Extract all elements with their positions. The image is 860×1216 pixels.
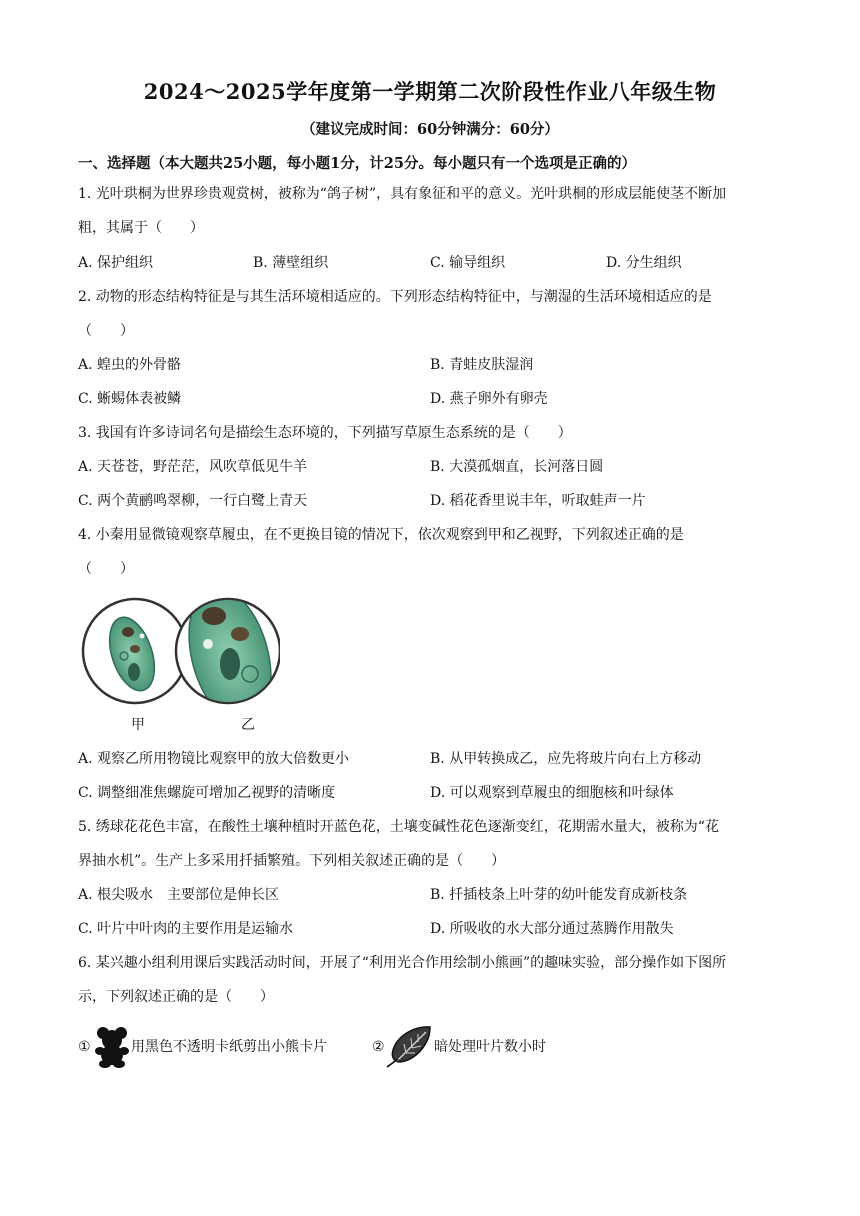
question-3-option-d[interactable]: D. 稻花香里说丰年，听取蛙声一片 — [430, 493, 646, 509]
step-2-marker: ② — [372, 1039, 385, 1055]
question-4-option-b[interactable]: B. 从甲转换成乙，应先将玻片向右上方移动 — [430, 751, 702, 767]
question-3-option-c[interactable]: C. 两个黄鹂鸣翠柳，一行白鹭上青天 — [78, 493, 308, 509]
question-2-option-a[interactable]: A. 蝗虫的外骨骼 — [78, 357, 182, 373]
question-5-option-a[interactable]: A. 根尖吸水 主要部位是伸长区 — [78, 887, 280, 903]
question-5-line-1: 5. 绣球花花色丰富，在酸性土壤种植时开蓝色花，土壤变碱性花色逐渐变红，花期需水量大，被称为“花 — [78, 819, 719, 835]
question-2-option-c[interactable]: C. 蜥蜴体表被鳞 — [78, 391, 182, 407]
page-subtitle: （建议完成时间：60分钟满分：60分） — [301, 121, 559, 138]
question-5-option-d[interactable]: D. 所吸收的水大部分通过蒸腾作用散失 — [430, 921, 674, 937]
question-1-option-d[interactable]: D. 分生组织 — [606, 255, 682, 271]
question-4-option-d[interactable]: D. 可以观察到草履虫的细胞核和叶绿体 — [430, 785, 674, 801]
question-2-line-2: （ ） — [78, 323, 134, 339]
question-6-line-2: 示，下列叙述正确的是（ ） — [78, 989, 274, 1005]
figure-label-jia: 甲 — [131, 717, 145, 733]
question-4-option-c[interactable]: C. 调整细准焦螺旋可增加乙视野的清晰度 — [78, 785, 336, 801]
page-title: 2024～2025学年度第一学期第二次阶段性作业八年级生物 — [143, 79, 717, 104]
question-1-option-a[interactable]: A. 保护组织 — [78, 255, 154, 271]
step-1-text: 用黑色不透明卡纸剪出小熊卡片 — [131, 1039, 327, 1055]
question-4-option-a[interactable]: A. 观察乙所用物镜比观察甲的放大倍数更小 — [78, 751, 350, 767]
question-2-option-d[interactable]: D. 燕子卵外有卵壳 — [430, 391, 548, 407]
question-4-line-1: 4. 小秦用显微镜观察草履虫，在不更换目镜的情况下，依次观察到甲和乙视野，下列叙述正确的是 — [78, 527, 684, 543]
question-3-option-a[interactable]: A. 天苍苍，野茫茫，风吹草低见牛羊 — [78, 459, 308, 475]
question-6-line-1: 6. 某兴趣小组利用课后实践活动时间，开展了“利用光合作用绘制小熊画”的趣味实验，部分操作如下图所 — [78, 955, 727, 971]
step-1-marker: ① — [78, 1039, 91, 1055]
view-yi — [175, 594, 280, 724]
question-4-line-2: （ ） — [78, 561, 134, 577]
question-3-option-b[interactable]: B. 大漠孤烟直，长河落日圆 — [430, 459, 604, 475]
question-5-line-2: 界抽水机”。生产上多采用扦插繁殖。下列相关叙述正确的是（ ） — [78, 853, 506, 869]
question-1-option-c[interactable]: C. 输导组织 — [430, 255, 506, 271]
question-2-option-b[interactable]: B. 青蛙皮肤湿润 — [430, 357, 534, 373]
question-3-line-1: 3. 我国有许多诗词名句是描绘生态环境的，下列描写草原生态系统的是（ ） — [78, 425, 572, 441]
question-5-option-c[interactable]: C. 叶片中叶肉的主要作用是运输水 — [78, 921, 294, 937]
bear-card-icon — [94, 1026, 130, 1068]
view-jia — [83, 599, 187, 703]
section-heading: 一、选择题（本大题共25小题，每小题1分，计25分。每小题只有一个选项是正确的） — [78, 155, 636, 172]
leaf-icon — [386, 1024, 434, 1068]
question-5-option-b[interactable]: B. 扦插枝条上叶芽的幼叶能发育成新枝条 — [430, 887, 688, 903]
figure-label-yi: 乙 — [241, 717, 255, 733]
question-1-option-b[interactable]: B. 薄壁组织 — [253, 255, 329, 271]
question-1-line-1: 1. 光叶珙桐为世界珍贵观赏树，被称为“鸽子树”，具有象征和平的意义。光叶珙桐的形成层能使茎不断加 — [78, 186, 727, 202]
question-1-line-2: 粗，其属于（ ） — [78, 220, 204, 236]
microscope-views-illustration — [80, 594, 280, 724]
question-2-line-1: 2. 动物的形态结构特征是与其生活环境相适应的。下列形态结构特征中，与潮湿的生活环境相适应的是 — [78, 289, 712, 305]
step-2-text: 暗处理叶片数小时 — [434, 1039, 546, 1055]
